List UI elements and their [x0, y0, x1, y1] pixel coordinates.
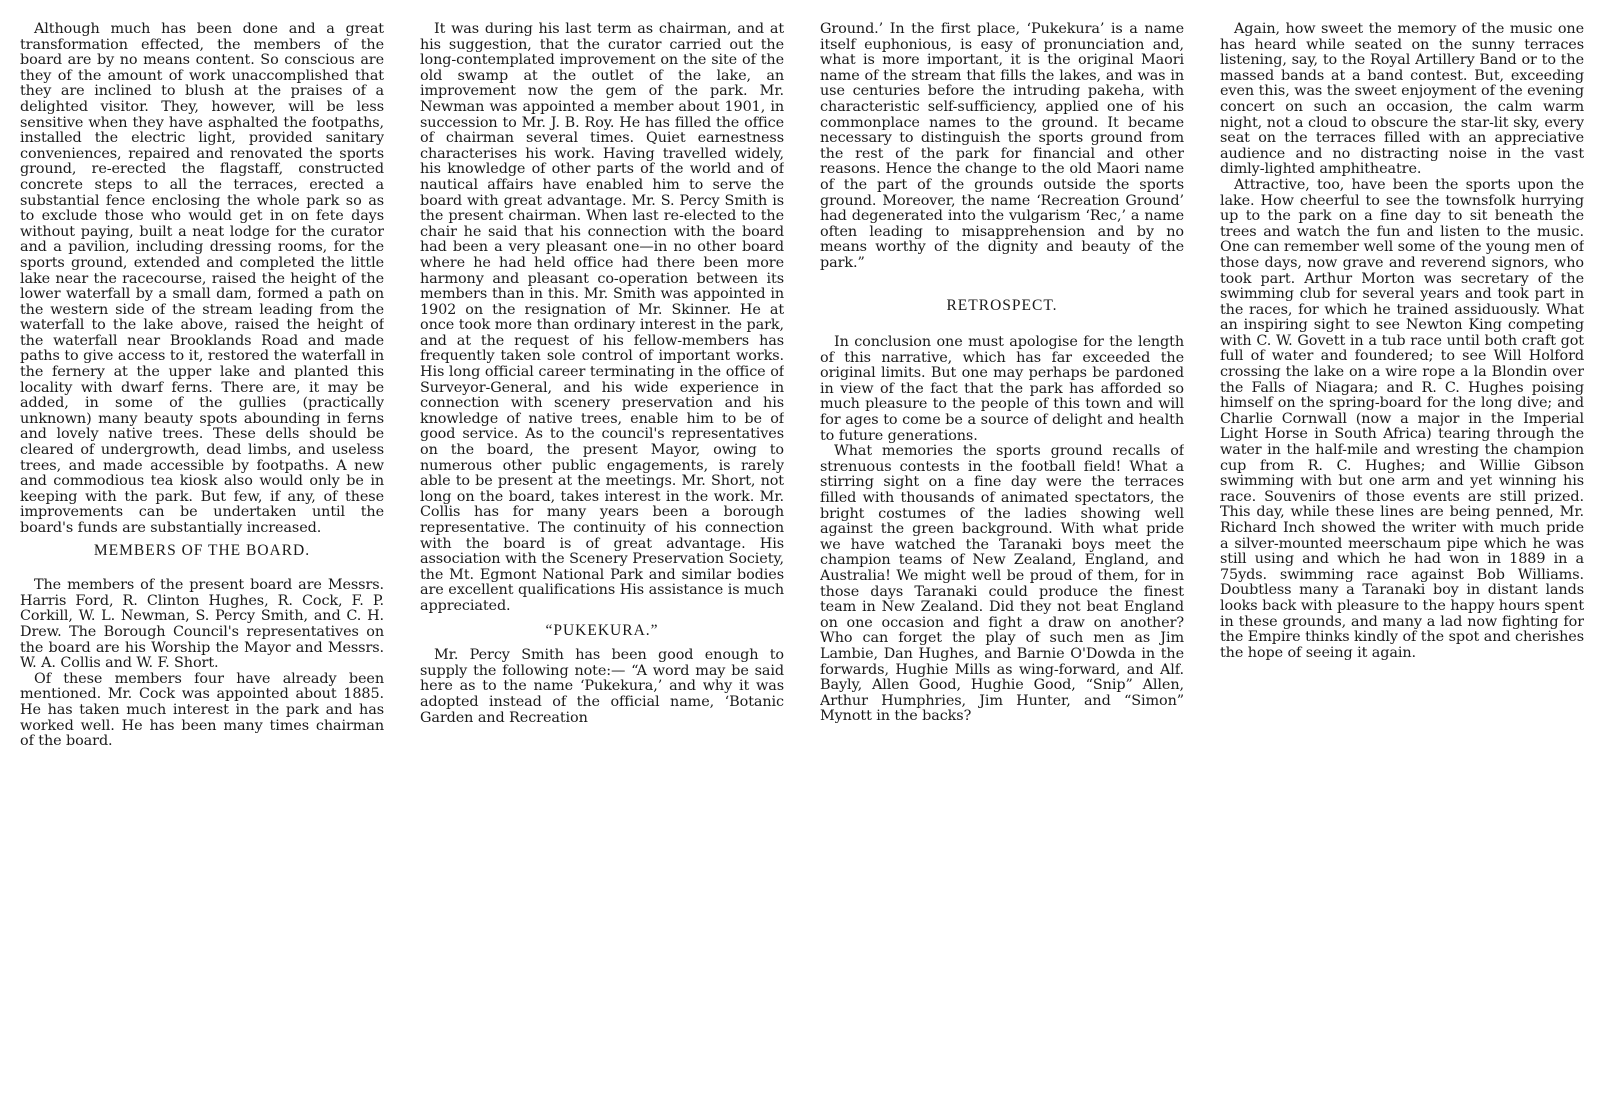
paragraph-chairman-term: It was during his last term as chairman, and at his suggestion, that the curator carried out the long-contemplated improvement on the site of the old swamp at the outlet of the lake, an improvement now the gem of the park. Mr. Newman was appointed a member about 1901, in succession to Mr. J. B. Roy. He has filled the office of chairman several times. Quiet earnestness characterises his work. Having travelled widely, his knowledge of other parts of the world and of nautical affairs have enabled him to serve the board with great advantage. Mr. S. Percy Smith is the present chairman. When last re-elected to the chair he said that his connection with the board had been a very pleasant one—in no other board where he had held office had there been more harmony and pleasant co-operation between its members than in this. Mr. Smith was appointed in 1902 on the resignation of Mr. Skinner. He at once took more than ordinary interest in the park, and at the request of his fellow-members has frequently taken sole control of important works. His long official career terminating in the office of Surveyor-General, and his wide experience in connection with scenery preservation and his knowledge of native trees, enable him to be of good service. As to the council's representatives on the board, the present Mayor, owing to numerous other public engagements, is rarely able to be present at the meetings. Mr. Short, not long on the board, takes interest in the work. Mr. Collis has for many years been a borough representative. The continuity of his connection with the board is of great advantage. His association with the Scenery Preservation Society, the Mt. Egmont National Park and similar bodies are excellent qualifications His assistance is much appreciated.	[420, 22, 784, 614]
column-2	[420, 22, 784, 1102]
paragraph-music-memories: Again, how sweet the memory of the music one has heard while seated on the sunny terraces listening, say, to the Royal Artillery Band or to the massed bands at a band contest. But, exceeding even this, was the sweet enjoyment of the evening concert on such an occasion, the calm warm night, not a cloud to obscure the star-lit sky, every seat on the terraces filled with an appreciative audience and no distracting noise in the vast dimly-lighted amphitheatre.	[1220, 22, 1584, 178]
paragraph-present-board: The members of the present board are Messrs. Harris Ford, R. Clinton Hughes, R. Cock, F. P. Corkill, W. L. Newman, S. Percy Smith, and C. H. Drew. The Borough Council's representatives on the board are his Worship the Mayor and Messrs. W. A. Collis and W. F. Short.	[20, 577, 384, 672]
paragraph-pukekura-name: Ground.’ In the first place, ‘Pukekura’ is a name itself euphonious, is easy of pronunciation and, what is more important, it is the original Maori name of the stream that fills the lakes, and was in use centuries before the intruding pakeha, with characteristic self-sufficiency, applied one of his commonplace names to the ground. It became necessary to distinguish the sports ground from the rest of the park for financial and other reasons. Hence the change to the old Maori name of the part of the grounds outside the sports ground. Moreover, the name ‘Recreation Ground’ had degenerated into the vulgarism ‘Rec,’ a name often leading to misapprehension and by no means worthy of the dignity and beauty of the park.”	[820, 22, 1184, 271]
paragraph-conclusion: In conclusion one must apologise for the length of this narrative, which has far exceeded the original limits. But one may perhaps be pardoned in view of the fact that the park has afforded so much pleasure to the people of this town and will for ages to come be a source of delight and health to future generations.	[820, 334, 1184, 444]
newspaper-page	[20, 22, 1586, 1102]
column-4	[1220, 22, 1584, 1102]
heading-pukekura: “PUKEKURA.”	[545, 621, 659, 639]
heading-retrospect: RETROSPECT.	[946, 296, 1058, 314]
paragraph-lake-sports: Attractive, too, have been the sports upon the lake. How cheerful to see the townsfolk hurrying up to the park on a fine day to sit beneath the trees and watch the fun and listen to the music. One can remember well some of the young men of those days, now grave and reverend signors, who took part. Arthur Morton was secretary of the swimming club for several years and took part in the races, for which he trained assiduously. What an inspiring sight to see Newton King competing with C. W. Govett in a tub race until both craft got full of water and foundered; to see Will Holford crossing the lake on a wire rope a la Blondin over the Falls of Niagara; and R. C. Hughes poising himself on the spring-board for the long dive; and Charlie Cornwall (now a major in the Imperial Light Horse in South Africa) tearing through the water in the half-mile and wresting the champion cup from R. C. Hughes; and Willie Gibson swimming with but one arm and yet winning his race. Souvenirs of those events are still prized. This day, while these lines are being penned, Mr. Richard Inch showed the writer with much pride a silver-mounted meerschaum pipe which he was still using and which he had won in 1889 in a 75yds. swimming race against Bob Williams. Doubtless many a Taranaki boy in distant lands looks back with pleasure to the happy hours spent in these grounds, and many a lad now fighting for the Empire thinks kindly of the spot and cherishes the hope of seeing it again.	[1220, 176, 1584, 661]
paragraph-sports-memories: What memories the sports ground recalls of strenuous contests in the football field! What a stirring sight on a fine day were the terraces filled with thousands of animated spectators, the bright costumes of the ladies showing well against the green background. With what pride we have watched the Taranaki boys meet the champion teams of New Zealand, England, and Australia! We might well be proud of them, for in those days Taranaki could produce the finest team in New Zealand. Did they not beat England on one occasion and fight a draw on another? Who can forget the play of such men as Jim Lambie, Dan Hughes, and Barnie O'Dowda in the forwards, Hughie Mills as wing-forward, and Alf. Bayly, Allen Good, Hughie Good, “Snip” Allen, Arthur Humphries, Jim Hunter, and “Simon” Mynott in the backs?	[820, 443, 1184, 725]
paragraph-members-mentioned: Of these members four have already been mentioned. Mr. Cock was appointed about 1885. He has taken much interest in the park and has worked well. He has been many times chairman of the board.	[20, 670, 384, 750]
heading-members-of-the-board: MEMBERS OF THE BOARD.	[93, 541, 311, 559]
paragraph-percy-smith-note: Mr. Percy Smith has been good enough to supply the following note:— “A word may be said here as to the name ‘Pukekura,’ and why it was adopted instead of the official name, ‘Botanic Garden and Recreation	[420, 647, 784, 726]
column-3	[820, 22, 1184, 1102]
paragraph-improvements: Although much has been done and a great transformation effected, the members of the board are by no means content. So conscious are they of the amount of work unaccomplished that they are inclined to blush at the praises of a delighted visitor. They, however, will be less sensitive when they have asphalted the footpaths, installed the electric light, provided sanitary conveniences, repaired and renovated the sports ground, re-erected the flagstaff, constructed concrete steps to all the terraces, erected a substantial fence enclosing the whole park so as to exclude those who would get in on fete days without paying, built a neat lodge for the curator and a pavilion, including dressing rooms, for the sports ground, extended and completed the little lake near the racecourse, raised the height of the lower waterfall by a small dam, formed a path on the western side of the stream leading from the waterfall to the lake above, raised the height of the waterfall near Brooklands Road and made paths to give access to it, restored the waterfall in the fernery at the upper lake and planted this locality with dwarf ferns. There are, it may be added, in some of the gullies (practically unknown) many beauty spots abounding in ferns and lovely native trees. These dells should be cleared of undergrowth, dead limbs, and useless trees, and made accessible by footpaths. A new and commodious tea kiosk also would only be in keeping with the park. But few, if any, of these improvements can be undertaken until the board's funds are substantially increased.	[20, 22, 384, 536]
column-1	[20, 22, 384, 1102]
